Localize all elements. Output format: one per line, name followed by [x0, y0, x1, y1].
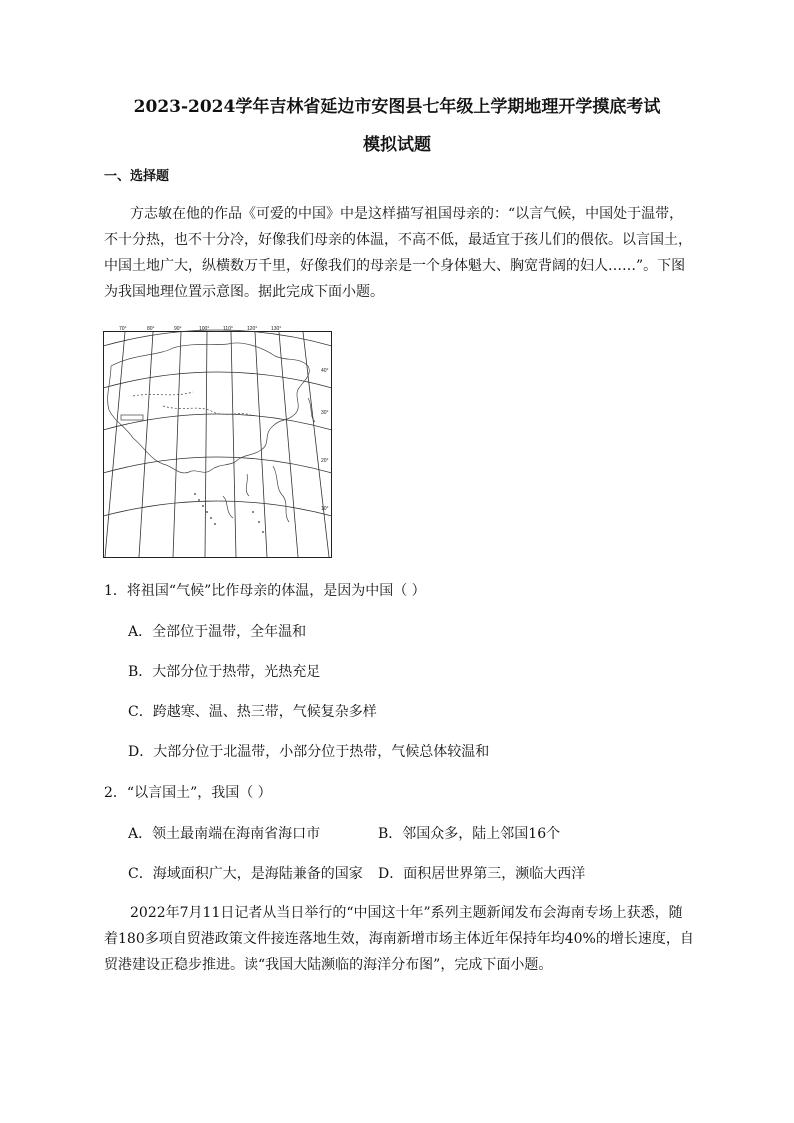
lon-label-110: 110° [223, 326, 233, 332]
lon-label-90: 90° [174, 326, 182, 332]
question-2-option-d: D．面积居世界第三，濒临大西洋 [378, 866, 586, 882]
section-heading: 一、选择题 [104, 169, 170, 184]
lat-label-30: 30° [321, 410, 329, 416]
question-2-option-a: A．领土最南端在海南省海口市 [128, 826, 321, 842]
lat-label-20: 20° [321, 458, 329, 464]
lon-label-120: 120° [247, 326, 258, 332]
passage-2: 2022年7月11日记者从当日举行的“中国这十年”系列主题新闻发布会海南专场上获悉，随着180多项自贸港政策文件接连落地生效，海南新增市场主体近年保持年均40%的增长速度，自贸港建设正稳步推进。读“我国大陆濒临的海洋分布图”，完成下面小题。 [104, 905, 694, 973]
document-title: 2023-2024学年吉林省延边市安图县七年级上学期地理开学摸底考试 [133, 97, 661, 117]
question-1-option-d: D．大部分位于北温带，小部分位于热带，气候总体较温和 [128, 744, 490, 760]
question-2-option-c: C．海域面积广大，是海陆兼备的国家 [128, 866, 363, 882]
china-location-map [103, 326, 332, 558]
question-1-option-c: C．跨越寒、温、热三带，气候复杂多样 [128, 704, 377, 720]
lon-label-70: 70° [119, 326, 127, 332]
question-1-option-b: B．大部分位于热带，光热充足 [128, 664, 321, 680]
question-1-option-a: A．全部位于温带，全年温和 [128, 624, 307, 640]
lat-label-10: 10° [321, 506, 329, 512]
question-1-stem: 1．将祖国“气候”比作母亲的体温，是因为中国（ ） [104, 583, 426, 599]
document-subtitle: 模拟试题 [363, 135, 431, 155]
lon-label-100: 100° [199, 326, 210, 332]
question-2-stem: 2．“以言国土”，我国（ ） [104, 785, 272, 801]
lon-label-80: 80° [147, 326, 155, 332]
lon-label-130: 130° [271, 326, 282, 332]
passage-1: 方志敏在他的作品《可爱的中国》中是这样描写祖国母亲的：“以言气候，中国处于温带，不十分热，也不十分冷，好像我们母亲的体温，不高不低，最适宜于孩儿们的偎依。以言国土，中国土地广大，纵横数万千里，好像我们的母亲是一个身体魁大、胸宽背阔的妇人……”。下图为我国地理位置示意图。据此完成下面小题。 [104, 206, 692, 300]
question-2-option-b: B．邻国众多，陆上邻国16个 [378, 826, 561, 842]
lat-label-40: 40° [321, 368, 329, 374]
